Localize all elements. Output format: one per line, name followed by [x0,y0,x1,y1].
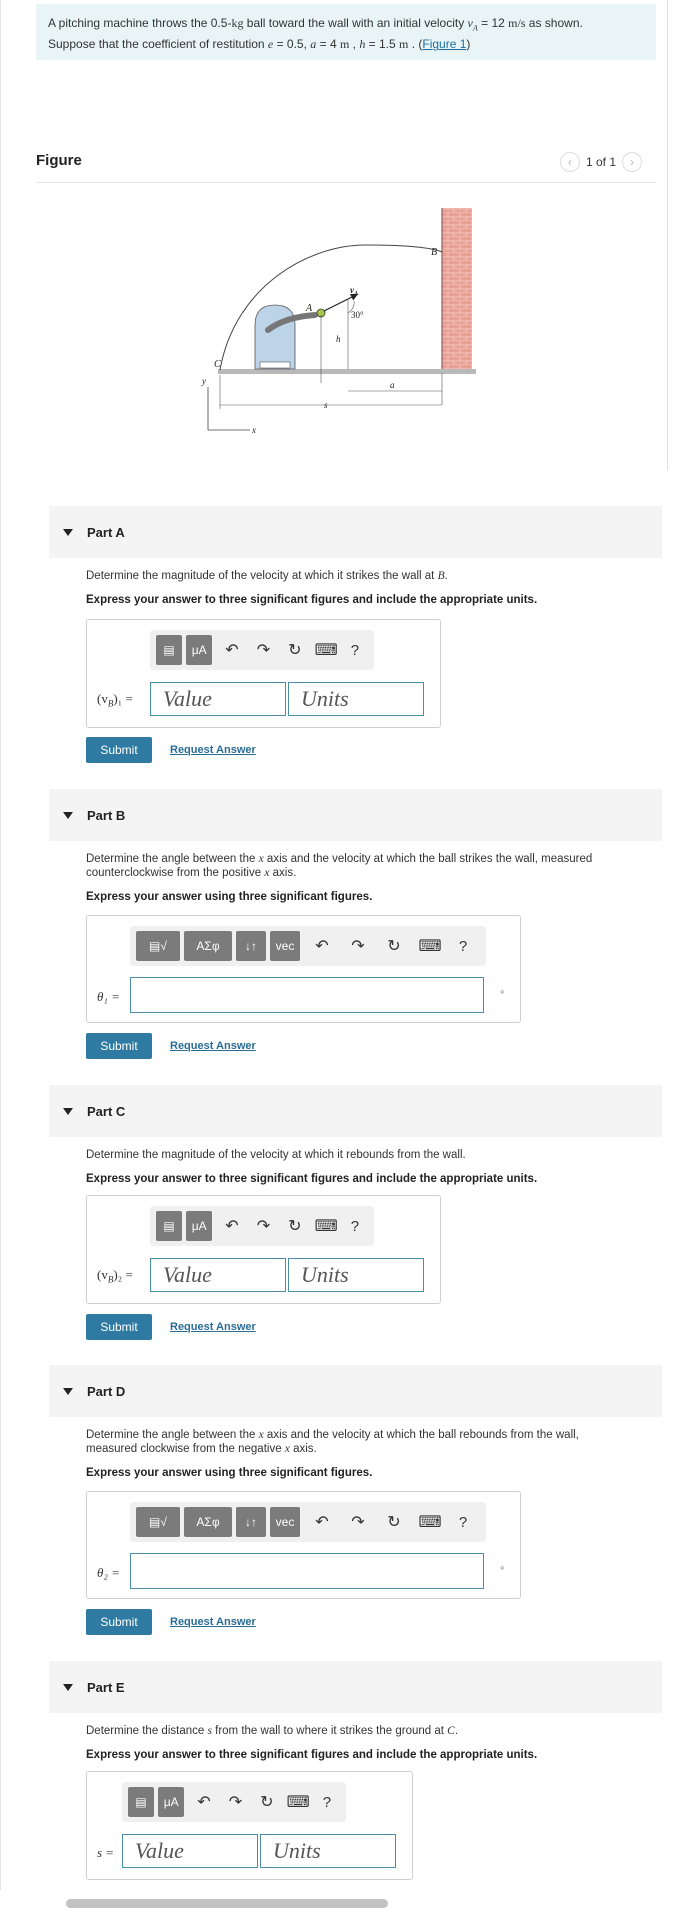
part-b-answer-input[interactable] [130,977,484,1013]
part-d-submit-button[interactable]: Submit [86,1609,152,1635]
chevron-right-icon[interactable]: › [622,152,642,172]
pitching-machine-diagram [190,205,500,440]
pager-count: 1 of 1 [586,155,617,169]
part-e-question: Determine the distance s from the wall to where it strikes the ground at C. [86,1725,459,1737]
column-divider [667,0,668,470]
part-b-instructions: Express your answer using three significant figures. [86,891,373,903]
figure-pager [560,152,642,172]
part-e-value-input[interactable]: Value [122,1834,258,1868]
problem-statement: A pitching machine throws the 0.5-kg ball toward the wall with an initial velocity $v_A = 12$ m/s as shown. Suppose that the coefficient of restitution e = 0.5, a = 4 m , h = 1.5 m . (Figure 1) [36,4,656,60]
collapse-triangle-icon[interactable] [63,1388,73,1395]
part-d-label: θ₂ = [97,1565,120,1580]
part-c-answer-box [86,1195,441,1304]
keyboard-icon[interactable]: ⌨ [286,1794,310,1811]
label-s: s [324,400,328,410]
part-e-toolbar [122,1782,346,1822]
templates-icon[interactable]: ▤√ [136,931,180,961]
vector-button[interactable]: vec [270,1507,300,1537]
part-a-label: $(v_B)_1$ = [97,691,133,709]
part-d-header[interactable]: Part D [49,1365,662,1417]
degree-symbol: ∘ [499,987,506,998]
units-mu-button[interactable]: μA [158,1787,184,1817]
degree-symbol: ∘ [499,1563,506,1574]
part-e-answer-box [86,1771,413,1880]
collapse-triangle-icon[interactable] [63,1684,73,1691]
reset-icon[interactable]: ↻ [288,642,302,659]
part-b-answer-box [86,915,521,1023]
chevron-left-icon[interactable]: ‹ [560,152,580,172]
keyboard-icon[interactable]: ⌨ [314,1218,338,1235]
undo-icon[interactable]: ↶ [225,642,239,659]
reset-icon[interactable]: ↻ [387,1514,401,1531]
part-c-label: $(v_B)_2$ = [97,1267,133,1285]
part-a-question: Determine the magnitude of the velocity at which it strikes the wall at B. [86,570,448,582]
redo-icon[interactable]: ↷ [256,642,271,659]
templates-icon[interactable]: ▤ [156,1211,182,1241]
redo-icon[interactable]: ↷ [351,938,365,955]
collapse-triangle-icon[interactable] [63,812,73,819]
part-b-request-answer-link[interactable]: Request Answer [170,1040,256,1052]
keyboard-icon[interactable]: ⌨ [418,938,442,955]
part-e-instructions: Express your answer to three significant figures and include the appropriate units. [86,1749,538,1761]
part-c-toolbar [150,1206,374,1246]
part-d-instructions: Express your answer using three significant figures. [86,1467,373,1479]
greek-symbols-button[interactable]: ΑΣφ [184,931,232,961]
help-icon[interactable]: ? [350,1217,360,1235]
redo-icon[interactable]: ↷ [228,1794,243,1811]
redo-icon[interactable]: ↷ [256,1218,271,1235]
figure-title: Figure [36,152,82,169]
part-c-request-answer-link[interactable]: Request Answer [170,1321,256,1333]
units-mu-button[interactable]: μA [186,635,212,665]
templates-icon[interactable]: ▤ [156,635,182,665]
part-a-instructions: Express your answer to three significant figures and include the appropriate units. [86,594,538,606]
label-A: A [306,303,313,314]
undo-icon[interactable]: ↶ [225,1218,239,1235]
help-icon[interactable]: ? [322,1793,332,1811]
collapse-triangle-icon[interactable] [63,529,73,536]
part-a-value-input[interactable]: Value [150,682,286,716]
undo-icon[interactable]: ↶ [197,1794,211,1811]
ground [218,369,476,374]
keyboard-icon[interactable]: ⌨ [314,642,338,659]
part-b-header[interactable]: Part B [49,789,662,841]
part-a-submit-button[interactable]: Submit [86,737,152,763]
part-d-answer-box [86,1491,521,1599]
part-e-units-input[interactable]: Units [260,1834,396,1868]
part-c-value-input[interactable]: Value [150,1258,286,1292]
label-a: a [390,380,395,390]
undo-icon[interactable]: ↶ [315,1514,329,1531]
label-B: B [431,247,438,258]
label-h: h [336,334,341,344]
part-c-submit-button[interactable]: Submit [86,1314,152,1340]
templates-icon[interactable]: ▤ [128,1787,154,1817]
part-a-units-input[interactable]: Units [288,682,424,716]
label-angle: 30° [351,310,364,320]
part-a-header[interactable]: Part A [49,506,662,558]
part-d-request-answer-link[interactable]: Request Answer [170,1616,256,1628]
part-a-answer-box [86,619,441,728]
part-b-submit-button[interactable]: Submit [86,1033,152,1059]
part-a-request-answer-link[interactable]: Request Answer [170,744,256,756]
label-x: x [252,425,256,435]
part-e-header[interactable]: Part E [49,1661,662,1713]
help-icon[interactable]: ? [458,937,468,955]
part-b-toolbar [130,926,486,966]
figure-divider [36,182,656,183]
help-icon[interactable]: ? [350,641,360,659]
part-c-question: Determine the magnitude of the velocity at which it rebounds from the wall. [86,1149,466,1161]
undo-icon[interactable]: ↶ [315,938,329,955]
collapse-triangle-icon[interactable] [63,1108,73,1115]
greek-symbols-button[interactable]: ΑΣφ [184,1507,232,1537]
reset-icon[interactable]: ↻ [288,1218,302,1235]
part-b-question: Determine the angle between the x axis and the velocity at which the ball strikes the wall, measured counterclockwise from the positive x axis. [86,853,593,879]
part-e-label: s = [97,1845,115,1860]
part-a-toolbar [150,630,374,670]
pitching-machine [255,305,295,369]
part-b-label: θ₁ = [97,989,120,1004]
part-c-instructions: Express your answer to three significant figures and include the appropriate units. [86,1173,538,1185]
horizontal-scrollbar[interactable] [66,1899,388,1908]
label-vA: $v_A$ [350,285,359,297]
part-d-question: Determine the angle between the x axis and the velocity at which the ball rebounds from the wall, measured clockwise from the negative x axis. [86,1429,579,1455]
part-c-units-input[interactable]: Units [288,1258,424,1292]
part-c-header[interactable]: Part C [49,1085,662,1137]
label-y: y [202,376,206,386]
vector-button[interactable]: vec [270,931,300,961]
reset-icon[interactable]: ↻ [387,938,401,955]
redo-icon[interactable]: ↷ [351,1514,365,1531]
keyboard-icon[interactable]: ⌨ [418,1514,442,1531]
templates-icon[interactable]: ▤√ [136,1507,180,1537]
units-mu-button[interactable]: μA [186,1211,212,1241]
part-d-answer-input[interactable] [130,1553,484,1589]
figure-link[interactable]: Figure 1 [422,37,467,52]
help-icon[interactable]: ? [458,1513,468,1531]
page-left-border [0,0,1,1890]
reset-icon[interactable]: ↻ [260,1794,274,1811]
part-d-toolbar [130,1502,486,1542]
sub-superscript-button[interactable]: ↓↑ [236,1507,266,1537]
label-C: C [214,359,221,370]
sub-superscript-button[interactable]: ↓↑ [236,931,266,961]
brick-wall [442,208,472,373]
